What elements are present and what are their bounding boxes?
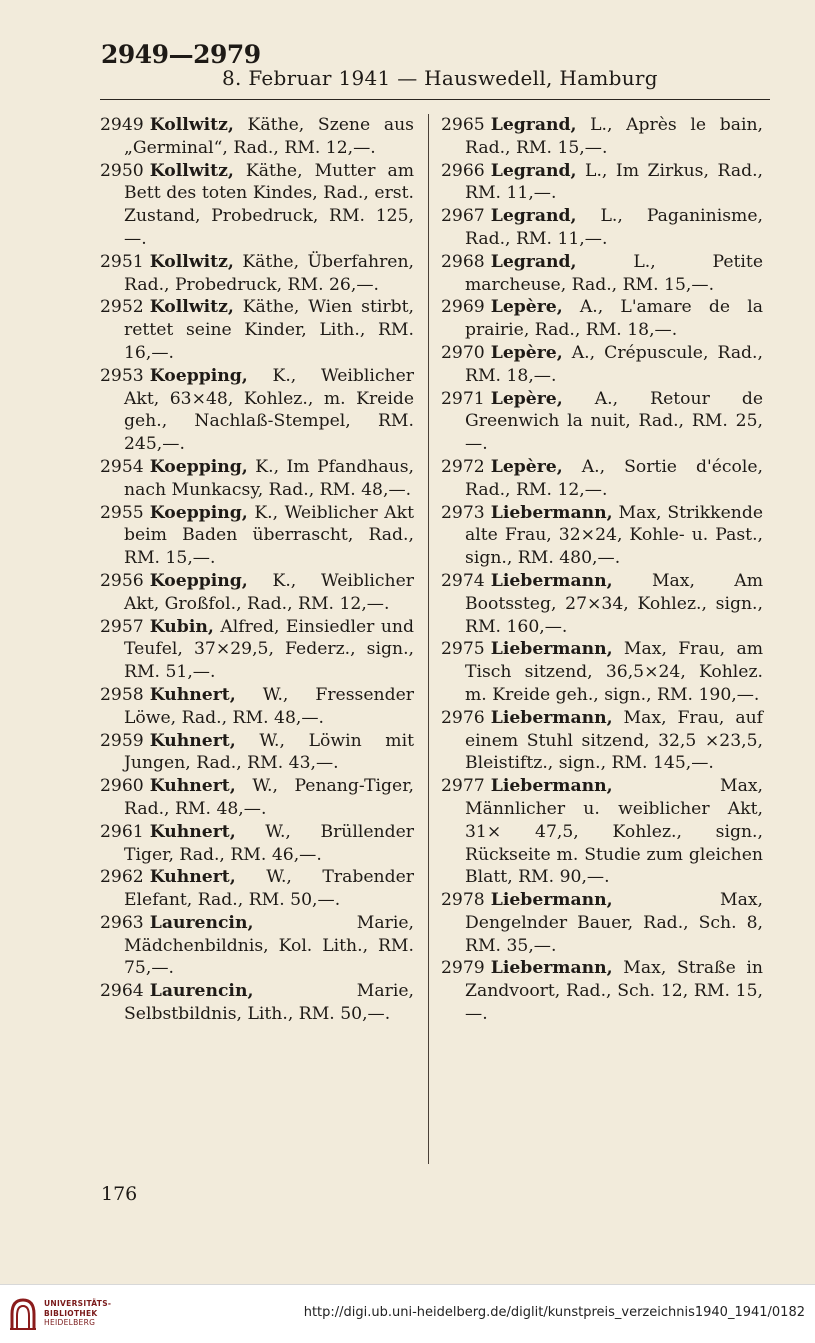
catalog-entry <box>100 821 414 867</box>
lot-description: W., Trabender Elefant, Rad., RM. 50,—. <box>124 867 414 911</box>
artist-name: Laurencin, <box>149 981 254 1002</box>
catalog-entry <box>441 957 763 1025</box>
lot-description: Marie, Mädchenbildnis, Kol. Lith., RM. 75,—. <box>124 912 414 979</box>
catalog-entry <box>100 775 414 821</box>
lot-description: K., Weiblicher Akt beim Baden überrascht, Rad., RM. 15,—. <box>124 502 414 569</box>
catalog-entry <box>100 251 414 297</box>
lot-number: 2949 <box>100 115 144 135</box>
artist-name: Legrand, <box>490 160 577 181</box>
lot-number: 2979 <box>441 958 485 979</box>
lot-description: A., Sortie d'école, Rad., RM. 12,—. <box>465 456 763 500</box>
lot-description: Käthe, Szene aus „Germinal“, Rad., RM. 12,—. <box>124 115 414 158</box>
artist-name: Legrand, <box>490 206 577 227</box>
artist-name: Liebermann, <box>490 570 613 591</box>
lot-description: Käthe, Wien stirbt, rettet seine Kinder, Lith., RM. 16,—. <box>124 297 414 363</box>
lot-number: 2973 <box>441 502 485 523</box>
lot-number: 2956 <box>100 570 144 591</box>
artist-name: Laurencin, <box>149 912 254 933</box>
lot-description: L., Petite marcheuse, Rad., RM. 15,—. <box>465 251 764 295</box>
lot-description: Max, Frau, am Tisch sitzend, 36,5×24, Kohlez. m. Kreide geh., sign., RM. 190,—. <box>465 639 763 705</box>
lot-description: Max, Dengelnder Bauer, Rad., Sch. 8, RM. 35,—. <box>465 890 763 956</box>
lot-description: Max, Am Bootssteg, 27×34, Kohlez., sign., RM. 160,—. <box>465 570 763 637</box>
catalog-entry <box>100 866 414 912</box>
lot-number: 2954 <box>100 456 144 477</box>
catalog-entry <box>441 570 763 638</box>
source-url-link[interactable]: http://digi.ub.uni-heidelberg.de/diglit/kunstpreis_verzeichnis1940_1941/0182 <box>303 1305 805 1320</box>
column-divider <box>428 114 429 1164</box>
lot-number: 2966 <box>441 160 485 181</box>
lot-number: 2978 <box>441 890 485 911</box>
footer-bar <box>0 1284 815 1343</box>
artist-name: Lepère, <box>490 388 563 409</box>
catalog-entry <box>441 456 763 502</box>
lot-number: 2963 <box>100 912 144 933</box>
lot-number: 2951 <box>100 251 144 272</box>
catalog-entry <box>100 616 414 684</box>
lot-description: Max, Männlicher u. weiblicher Akt, 31× 47,5, Kohlez., sign., Rückseite m. Studie zum gleichen Blatt, RM. 90,—. <box>465 776 763 888</box>
lot-description: K., Im Pfandhaus, nach Munkacsy, Rad., RM. 48,—. <box>124 456 414 500</box>
lot-number: 2950 <box>100 160 144 181</box>
catalog-entry <box>441 388 763 456</box>
lot-number: 2961 <box>100 821 144 842</box>
lot-description: Max, Straße in Zandvoort, Rad., Sch. 12, RM. 15,—. <box>465 958 763 1025</box>
right-column <box>441 114 763 1026</box>
catalog-entry <box>441 502 763 570</box>
artist-name: Kollwitz, <box>149 115 234 135</box>
lot-number: 2952 <box>100 297 144 318</box>
artist-name: Kollwitz, <box>149 160 234 181</box>
left-column <box>100 114 414 1026</box>
catalog-entry <box>441 775 763 889</box>
catalog-entry <box>100 296 414 364</box>
artist-name: Kubin, <box>149 616 214 637</box>
artist-name: Kuhnert, <box>149 867 236 888</box>
lot-number: 2970 <box>441 342 485 363</box>
lot-number: 2959 <box>100 730 144 751</box>
page-number: 176 <box>101 1183 138 1205</box>
catalog-entry <box>441 251 763 297</box>
artist-name: Liebermann, <box>490 776 613 797</box>
lot-number: 2975 <box>441 639 485 660</box>
lot-description: Max, Strikkende alte Frau, 32×24, Kohle- u. Past., sign., RM. 480,—. <box>465 502 763 569</box>
artist-name: Liebermann, <box>490 502 613 523</box>
catalog-entry <box>100 365 414 456</box>
catalog-entry <box>100 980 414 1026</box>
lot-description: A., Crépuscule, Rad., RM. 18,—. <box>465 342 763 386</box>
catalog-entry <box>441 342 763 388</box>
catalog-entry <box>100 730 414 776</box>
lot-description: A., Retour de Greenwich la nuit, Rad., RM. 25,—. <box>465 388 763 455</box>
artist-name: Kollwitz, <box>149 297 234 318</box>
artist-name: Legrand, <box>490 251 577 272</box>
lot-description: K., Weiblicher Akt, 63×48, Kohlez., m. Kreide geh., Nachlaß-Stempel, RM. 245,—. <box>124 365 414 455</box>
lot-number: 2974 <box>441 570 485 591</box>
artist-name: Lepère, <box>490 456 563 477</box>
catalog-entry <box>100 502 414 570</box>
artist-name: Kuhnert, <box>149 684 236 705</box>
artist-name: Liebermann, <box>490 890 613 911</box>
lot-description: Alfred, Einsiedler und Teufel, 37×29,5, Federz., sign., RM. 51,—. <box>124 616 414 683</box>
artist-name: Liebermann, <box>490 639 613 660</box>
catalog-entry <box>441 638 763 706</box>
catalog-entry <box>100 570 414 616</box>
artist-name: Kuhnert, <box>149 821 236 842</box>
lot-number: 2976 <box>441 707 485 728</box>
artist-name: Kuhnert, <box>149 730 236 751</box>
lot-number: 2972 <box>441 456 485 477</box>
lot-description: L., Im Zirkus, Rad., RM. 11,—. <box>465 160 763 204</box>
lot-description: Max, Frau, auf einem Stuhl sitzend, 32,5 ×23,5, Bleistiftz., sign., RM. 145,—. <box>465 707 764 774</box>
artist-name: Legrand, <box>490 115 577 135</box>
lot-description: W., Brüllender Tiger, Rad., RM. 46,—. <box>124 821 414 865</box>
lot-number: 2967 <box>441 206 485 227</box>
catalog-entry <box>441 889 763 957</box>
lot-number: 2958 <box>100 684 144 705</box>
catalog-entry <box>100 456 414 502</box>
catalog-entry <box>100 912 414 980</box>
lot-description: L., Paganinisme, Rad., RM. 11,—. <box>465 206 763 249</box>
catalog-entry <box>100 160 414 251</box>
lot-number: 2964 <box>100 981 144 1002</box>
lot-number: 2960 <box>100 776 144 797</box>
lot-number: 2969 <box>441 297 485 318</box>
lot-description: W., Löwin mit Jungen, Rad., RM. 43,—. <box>124 730 414 774</box>
artist-name: Kuhnert, <box>149 776 236 797</box>
artist-name: Koepping, <box>149 502 248 523</box>
lot-number: 2953 <box>100 365 144 386</box>
lot-number: 2977 <box>441 776 485 797</box>
catalog-entry <box>100 684 414 730</box>
lot-number: 2962 <box>100 867 144 888</box>
catalog-entry <box>441 114 763 160</box>
artist-name: Kollwitz, <box>149 251 234 272</box>
lot-number: 2955 <box>100 502 144 523</box>
library-name: UNIVERSITÄTS- BIBLIOTHEK HEIDELBERG <box>44 1299 112 1327</box>
lot-description: W., Penang-Tiger, Rad., RM. 48,—. <box>124 776 414 819</box>
lot-description: K., Weiblicher Akt, Großfol., Rad., RM. 12,—. <box>124 570 414 614</box>
artist-name: Liebermann, <box>490 707 613 728</box>
artist-name: Koepping, <box>149 570 248 591</box>
lot-number: 2965 <box>441 115 485 135</box>
artist-name: Lepère, <box>490 342 563 363</box>
header-rule <box>100 99 770 100</box>
catalog-entry <box>441 707 763 775</box>
lot-range-heading: 2949—2979 <box>101 40 261 69</box>
lot-description: Käthe, Mutter am Bett des toten Kindes, Rad., erst. Zustand, Probedruck, RM. 125,—. <box>124 160 414 249</box>
artist-name: Lepère, <box>490 297 563 318</box>
lot-number: 2957 <box>100 616 144 637</box>
catalog-entry <box>441 160 763 206</box>
lot-number: 2968 <box>441 251 485 272</box>
catalog-entry <box>441 205 763 251</box>
catalog-entry <box>100 114 414 160</box>
lot-number: 2971 <box>441 388 485 409</box>
artist-name: Koepping, <box>149 365 248 386</box>
lot-description: A., L'amare de la prairie, Rad., RM. 18,—. <box>465 297 764 341</box>
artist-name: Koepping, <box>149 456 248 477</box>
lot-description: Marie, Selbstbildnis, Lith., RM. 50,—. <box>124 981 414 1025</box>
auction-date-house: 8. Februar 1941 — Hauswedell, Hamburg <box>222 66 658 90</box>
lot-description: L., Après le bain, Rad., RM. 15,—. <box>465 115 763 158</box>
artist-name: Liebermann, <box>490 958 613 979</box>
catalog-entry <box>441 296 763 342</box>
lot-description: W., Fressender Löwe, Rad., RM. 48,—. <box>124 684 415 728</box>
library-logo-icon <box>8 1294 38 1332</box>
lot-description: Käthe, Überfahren, Rad., Probedruck, RM. 26,—. <box>124 251 415 295</box>
